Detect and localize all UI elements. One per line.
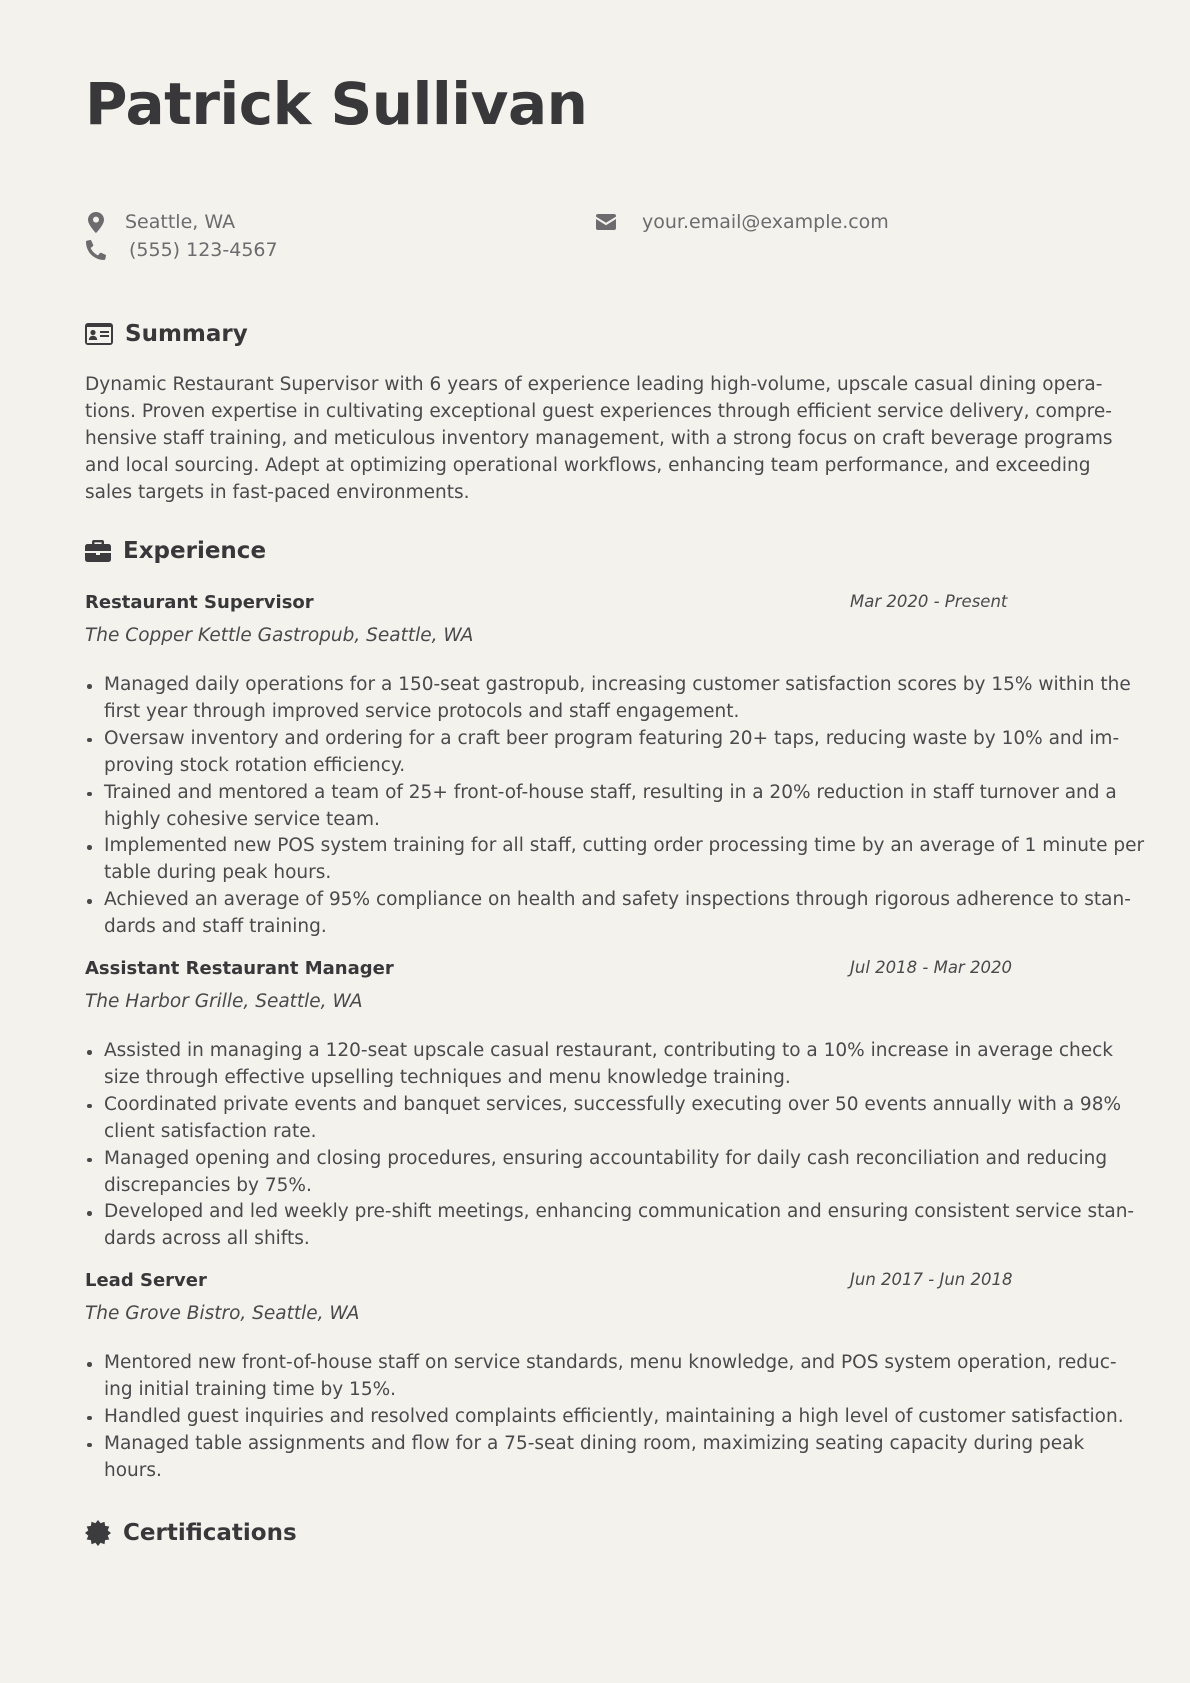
job-bullets [85, 1038, 1135, 1253]
bullet-line: discrepancies by 75%. [104, 1174, 312, 1196]
list-item [85, 1199, 1135, 1253]
phone-text: (555) 123-4567 [129, 239, 278, 261]
job-company: The Copper Kettle Gastropub, Seattle, WA [85, 625, 474, 646]
summary-line: hensive staff training, and meticulous inventory management, with a strong focus on craft beverage programs [85, 427, 1113, 449]
bullet-line: hours. [104, 1459, 162, 1481]
bullet-line: dards across all shifts. [104, 1228, 310, 1250]
envelope-icon [595, 214, 617, 230]
summary-heading [85, 321, 248, 347]
list-item [85, 1146, 1110, 1200]
summary-line: sales targets in fast-paced environments. [85, 481, 470, 503]
list-item [85, 887, 1131, 941]
bullet-line: Handled guest inquiries and resolved complaints efficiently, maintaining a high level of customer satisfaction. [104, 1405, 1124, 1427]
job-title: Assistant Restaurant Manager [85, 958, 394, 979]
list-item [85, 1404, 1124, 1431]
phone-icon [85, 240, 107, 260]
experience-heading-label: Experience [123, 538, 267, 564]
list-item [85, 780, 1117, 834]
bullet-line: proving stock rotation efficiency. [104, 754, 406, 776]
bullet-line: Coordinated private events and banquet services, successfully executing over 50 events annually with a 98% [104, 1093, 1122, 1115]
list-item [85, 833, 1145, 887]
certifications-heading [85, 1520, 297, 1546]
bullet-line: table during peak hours. [104, 862, 332, 884]
job-company: The Grove Bistro, Seattle, WA [85, 1303, 360, 1324]
location-text: Seattle, WA [125, 211, 236, 233]
bullet-line: highly cohesive service team. [104, 808, 380, 830]
contact-email [595, 211, 889, 233]
list-item [85, 726, 1120, 780]
contact-phone [85, 239, 278, 261]
job-dates: Jul 2018 - Mar 2020 [850, 958, 1012, 977]
map-marker-icon [85, 212, 107, 233]
job-dates: Jun 2017 - Jun 2018 [850, 1270, 1013, 1289]
bullet-line: Oversaw inventory and ordering for a craft beer program featuring 20+ taps, reducing waste by 10% and im- [104, 727, 1120, 749]
job-dates: Mar 2020 - Present [850, 592, 1008, 611]
candidate-name: Patrick Sullivan [85, 70, 588, 138]
certificate-icon [85, 1520, 113, 1546]
summary-heading-label: Summary [125, 321, 248, 347]
bullet-line: Implemented new POS system training for all staff, cutting order processing time by an average of 1 minute per [104, 835, 1145, 857]
bullet-line: ing initial training time by 15%. [104, 1378, 397, 1400]
list-item [85, 672, 1131, 726]
contact-location [85, 211, 235, 233]
bullet-line: Managed daily operations for a 150-seat gastropub, increasing customer satisfaction scores by 15% within the [104, 674, 1131, 695]
bullet-line: Developed and led weekly pre-shift meetings, enhancing communication and ensuring consistent service stan- [104, 1201, 1135, 1223]
job-title: Lead Server [85, 1270, 207, 1291]
list-item [85, 1038, 1113, 1092]
summary-text [85, 372, 1113, 507]
job-title: Restaurant Supervisor [85, 592, 314, 613]
bullet-line: first year through improved service protocols and staff engagement. [104, 700, 740, 722]
bullet-line: Managed table assignments and flow for a 75-seat dining room, maximizing seating capacity during peak [104, 1432, 1085, 1454]
bullet-line: Managed opening and closing procedures, ensuring accountability for daily cash reconciliation and reducing [104, 1147, 1108, 1169]
summary-line: tions. Proven expertise in cultivating exceptional guest experiences through efficient service delivery, compre- [85, 400, 1112, 422]
list-item [85, 1350, 1117, 1404]
bullet-line: size through effective upselling techniques and menu knowledge training. [104, 1066, 791, 1088]
summary-line: Dynamic Restaurant Supervisor with 6 years of experience leading high-volume, upscale casual dining opera- [85, 374, 1103, 395]
certifications-heading-label: Certifications [123, 1520, 297, 1546]
job-bullets [85, 672, 1145, 941]
job-company: The Harbor Grille, Seattle, WA [85, 991, 363, 1012]
bullet-line: dards and staff training. [104, 916, 327, 938]
job-bullets [85, 1350, 1124, 1485]
bullet-line: Trained and mentored a team of 25+ front-of-house staff, resulting in a 20% reduction in staff turnover and a [104, 781, 1117, 803]
email-link[interactable]: your.email@example.com [642, 211, 889, 233]
summary-line: and local sourcing. Adept at optimizing operational workflows, enhancing team performance, and exceeding [85, 454, 1091, 476]
bullet-line: Mentored new front-of-house staff on service standards, menu knowledge, and POS system operation, reduc- [104, 1352, 1117, 1373]
bullet-line: client satisfaction rate. [104, 1120, 317, 1142]
bullet-line: Assisted in managing a 120-seat upscale casual restaurant, contributing to a 10% increase in average check [104, 1040, 1113, 1061]
list-item [85, 1431, 1110, 1485]
experience-heading [85, 538, 266, 564]
list-item [85, 1092, 1122, 1146]
id-card-icon [85, 323, 113, 345]
briefcase-icon [85, 540, 113, 562]
bullet-line: Achieved an average of 95% compliance on health and safety inspections through rigorous adherence to stan- [104, 889, 1131, 911]
